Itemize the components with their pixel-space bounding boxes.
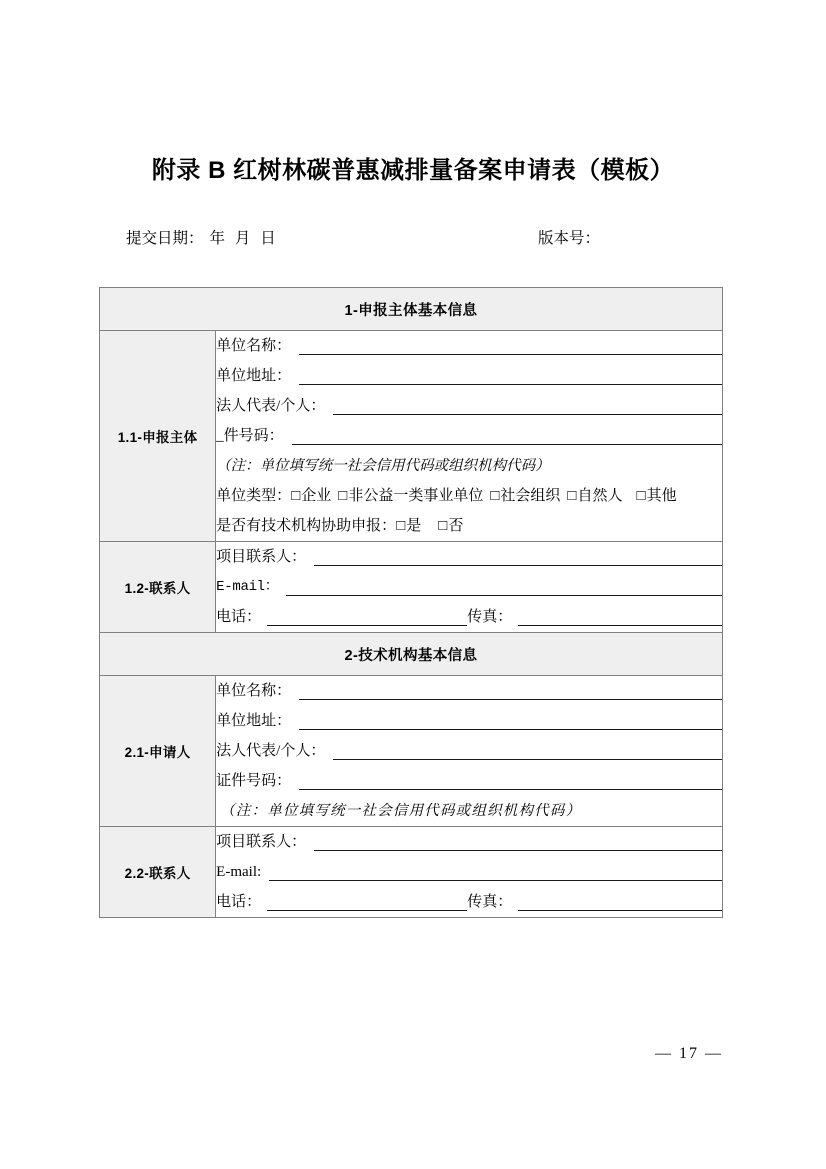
option-yes[interactable] xyxy=(396,518,421,534)
fill-in-rule[interactable] xyxy=(269,880,722,881)
fill-in-rule-fax[interactable] xyxy=(518,625,722,626)
fill-in-rule[interactable] xyxy=(292,444,722,445)
fill-in-rule[interactable] xyxy=(299,384,722,385)
checkbox-empty-icon[interactable]: □ xyxy=(567,488,577,504)
section-banner-1: 1-申报主体基本信息 xyxy=(100,288,723,331)
fill-in-rule[interactable] xyxy=(333,759,722,760)
field-label: 项目联系人： xyxy=(216,834,307,850)
field-label: E-mail: xyxy=(216,864,262,880)
row-label-2-2: 2.2-联系人 xyxy=(100,827,216,918)
submit-date-parts: 年 月 日 xyxy=(209,230,279,247)
checkbox-empty-icon[interactable]: □ xyxy=(396,518,406,534)
field-label: 项目联系人： xyxy=(216,549,307,565)
fill-in-rule-phone[interactable] xyxy=(267,625,467,626)
field-phone-fax xyxy=(216,887,722,917)
field-unit-name xyxy=(216,331,722,361)
field-unit-name xyxy=(216,676,722,706)
fill-in-rule[interactable] xyxy=(314,565,722,566)
checkbox-empty-icon[interactable]: □ xyxy=(438,518,448,534)
form-table-body xyxy=(100,288,723,918)
field-label: _件号码： xyxy=(216,428,284,444)
section-banner-row xyxy=(100,288,723,331)
fill-in-rule[interactable] xyxy=(333,414,722,415)
option-natural-person[interactable] xyxy=(567,488,622,504)
field-label: 单位地址： xyxy=(216,713,292,729)
field-phone-fax xyxy=(216,602,722,632)
application-form-table xyxy=(99,287,723,918)
field-legal-representative xyxy=(216,736,722,766)
field-unit-address xyxy=(216,706,722,736)
section-banner-row xyxy=(100,633,723,676)
option-no[interactable] xyxy=(438,518,463,534)
version-label: 版本号： xyxy=(538,230,601,247)
row-body-1-1 xyxy=(216,331,723,542)
fill-in-rule-phone[interactable] xyxy=(267,910,467,911)
row-label-1-1: 1.1-申报主体 xyxy=(100,331,216,542)
fill-in-rule[interactable] xyxy=(299,699,722,700)
field-project-contact xyxy=(216,542,722,572)
field-note-id-number: （注：单位填写统一社会信用代码或组织机构代码） xyxy=(220,803,582,819)
field-note-id-number: （注：单位填写统一社会信用代码或组织机构代码） xyxy=(216,458,550,474)
table-row xyxy=(100,676,723,827)
option-label: 是 xyxy=(406,518,422,534)
option-enterprise[interactable] xyxy=(291,488,331,504)
field-label: 单位类型： xyxy=(216,488,292,504)
field-email xyxy=(216,572,722,602)
checkbox-empty-icon[interactable]: □ xyxy=(338,488,348,504)
fill-in-rule[interactable] xyxy=(299,789,722,790)
field-label: 是否有技术机构协助申报： xyxy=(216,518,397,534)
field-unit-type xyxy=(216,481,722,511)
table-row xyxy=(100,542,723,633)
option-non-public-welfare-institution[interactable] xyxy=(338,488,483,504)
option-social-organization[interactable] xyxy=(490,488,560,504)
row-body-2-2 xyxy=(216,827,723,918)
option-other[interactable] xyxy=(637,488,677,504)
field-label-phone: 电话： xyxy=(216,894,262,910)
field-label: 法人代表/个人： xyxy=(216,743,326,759)
field-project-contact xyxy=(216,827,722,857)
field-legal-representative xyxy=(216,391,722,421)
field-label: 单位地址： xyxy=(216,368,292,384)
checkbox-empty-icon[interactable]: □ xyxy=(291,488,301,504)
field-label: 法人代表/个人： xyxy=(216,398,326,414)
page-number-footer: — 17 — xyxy=(655,1045,723,1062)
submit-date-group xyxy=(126,228,279,250)
checkbox-empty-icon[interactable]: □ xyxy=(490,488,500,504)
field-id-number xyxy=(216,766,722,796)
option-label: 企业 xyxy=(301,488,332,504)
field-id-number xyxy=(216,421,722,451)
section-banner-2: 2-技术机构基本信息 xyxy=(100,633,723,676)
option-label: 社会组织 xyxy=(500,488,561,504)
field-label: 单位名称： xyxy=(216,683,292,699)
table-row xyxy=(100,331,723,542)
checkbox-empty-icon[interactable]: □ xyxy=(636,488,646,504)
fill-in-rule[interactable] xyxy=(314,850,722,851)
field-label-phone: 电话： xyxy=(216,609,262,625)
row-body-2-1 xyxy=(216,676,723,827)
fill-in-rule[interactable] xyxy=(286,595,722,596)
field-label: E-mail： xyxy=(216,579,279,595)
field-has-technical-institution xyxy=(216,511,722,541)
submit-date-label: 提交日期： xyxy=(126,230,204,247)
field-label: 单位名称： xyxy=(216,338,292,354)
fill-in-rule[interactable] xyxy=(299,729,722,730)
option-label: 自然人 xyxy=(577,488,623,504)
field-unit-address xyxy=(216,361,722,391)
row-label-1-2: 1.2-联系人 xyxy=(100,542,216,633)
field-label-fax: 传真： xyxy=(467,609,513,625)
option-label: 非公益一类事业单位 xyxy=(348,488,484,504)
row-body-1-2 xyxy=(216,542,723,633)
page-title: 附录 B 红树林碳普惠减排量备案申请表（模板） xyxy=(151,157,675,184)
option-label: 其他 xyxy=(646,488,677,504)
field-label: 证件号码： xyxy=(216,773,292,789)
version-group xyxy=(538,228,600,250)
fill-in-rule-fax[interactable] xyxy=(518,910,722,911)
option-label: 否 xyxy=(448,518,464,534)
field-email xyxy=(216,857,722,887)
table-row xyxy=(100,827,723,918)
field-label-fax: 传真： xyxy=(467,894,513,910)
document-meta-row xyxy=(126,228,723,250)
fill-in-rule[interactable] xyxy=(299,354,722,355)
row-label-2-1: 2.1-申请人 xyxy=(100,676,216,827)
